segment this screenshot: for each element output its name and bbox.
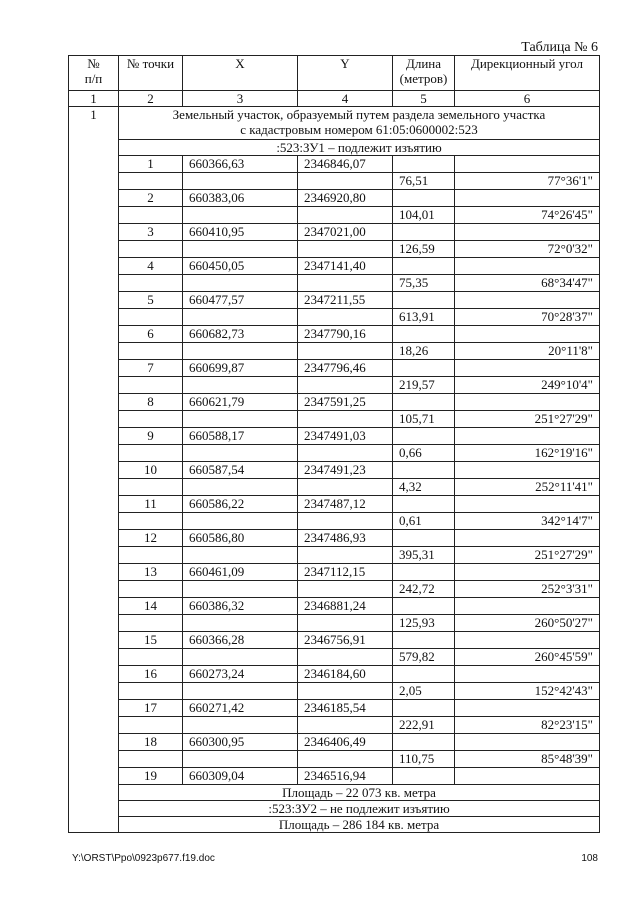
segment-row [69, 343, 600, 360]
empty-cell [455, 496, 600, 513]
point-number: 17 [119, 700, 183, 717]
point-number: 10 [119, 462, 183, 479]
point-x: 660410,95 [183, 224, 298, 241]
segment-length: 613,91 [393, 309, 455, 326]
empty-cell [393, 530, 455, 547]
segment-row [69, 615, 600, 632]
point-number: 11 [119, 496, 183, 513]
empty-cell [183, 309, 298, 326]
header-angle: Дирекционный угол [455, 56, 600, 91]
point-number: 8 [119, 394, 183, 411]
page-number: 108 [581, 853, 598, 864]
summary-row [69, 817, 600, 833]
empty-cell [298, 581, 393, 598]
empty-cell [393, 598, 455, 615]
section-title: Земельный участок, образуемый путем раздела земельного участка с кадастровым номером 61:05:0600002:523 [119, 107, 600, 140]
empty-cell [393, 360, 455, 377]
header-num: № п/п [69, 56, 119, 91]
segment-length: 0,66 [393, 445, 455, 462]
empty-cell [455, 428, 600, 445]
empty-cell [298, 309, 393, 326]
empty-cell [393, 190, 455, 207]
subsection-title: :523:ЗУ1 – подлежит изъятию [119, 140, 600, 156]
empty-cell [298, 173, 393, 190]
segment-row [69, 717, 600, 734]
empty-cell [298, 275, 393, 292]
summary-row [69, 801, 600, 817]
segment-row [69, 751, 600, 768]
point-y: 2346185,54 [298, 700, 393, 717]
file-path: Y:\ORST\Ppo\0923p677.f19.doc [72, 853, 215, 864]
point-x: 660588,17 [183, 428, 298, 445]
point-y: 2346881,24 [298, 598, 393, 615]
point-y: 2347790,16 [298, 326, 393, 343]
segment-length: 242,72 [393, 581, 455, 598]
header-x: X [183, 56, 298, 91]
segment-row [69, 173, 600, 190]
segment-length: 110,75 [393, 751, 455, 768]
segment-row [69, 547, 600, 564]
segment-length: 75,35 [393, 275, 455, 292]
empty-cell [393, 156, 455, 173]
segment-row [69, 581, 600, 598]
point-x: 660682,73 [183, 326, 298, 343]
point-row [69, 224, 600, 241]
segment-angle: 20°11'8" [455, 343, 600, 360]
empty-cell [298, 411, 393, 428]
empty-cell [393, 428, 455, 445]
segment-length: 18,26 [393, 343, 455, 360]
empty-cell [119, 445, 183, 462]
point-y: 2347486,93 [298, 530, 393, 547]
point-x: 660699,87 [183, 360, 298, 377]
column-number: 3 [183, 91, 298, 107]
empty-cell [298, 241, 393, 258]
segment-row [69, 513, 600, 530]
empty-cell [393, 632, 455, 649]
area-zu2: Площадь – 286 184 кв. метра [119, 817, 600, 833]
point-y: 2347491,03 [298, 428, 393, 445]
empty-cell [119, 377, 183, 394]
empty-cell [183, 377, 298, 394]
point-row [69, 326, 600, 343]
segment-angle: 260°50'27" [455, 615, 600, 632]
point-number: 16 [119, 666, 183, 683]
empty-cell [393, 326, 455, 343]
empty-cell [298, 717, 393, 734]
point-row [69, 768, 600, 785]
empty-cell [119, 411, 183, 428]
header-length: Длина (метров) [393, 56, 455, 91]
empty-cell [119, 173, 183, 190]
segment-row [69, 649, 600, 666]
empty-cell [119, 717, 183, 734]
point-number: 4 [119, 258, 183, 275]
subsection-zu2: :523:ЗУ2 – не подлежит изъятию [119, 801, 600, 817]
point-x: 660586,22 [183, 496, 298, 513]
empty-cell [393, 394, 455, 411]
summary-row [69, 785, 600, 801]
point-y: 2346846,07 [298, 156, 393, 173]
point-row [69, 258, 600, 275]
segment-length: 125,93 [393, 615, 455, 632]
point-x: 660386,32 [183, 598, 298, 615]
segment-length: 76,51 [393, 173, 455, 190]
empty-cell [393, 666, 455, 683]
column-number: 6 [455, 91, 600, 107]
segment-angle: 251°27'29" [455, 411, 600, 428]
point-row [69, 632, 600, 649]
point-number: 3 [119, 224, 183, 241]
segment-row [69, 241, 600, 258]
segment-angle: 77°36'1" [455, 173, 600, 190]
point-number: 1 [119, 156, 183, 173]
empty-cell [183, 173, 298, 190]
point-x: 660309,04 [183, 768, 298, 785]
segment-angle: 252°3'31" [455, 581, 600, 598]
segment-length: 579,82 [393, 649, 455, 666]
empty-cell [455, 156, 600, 173]
point-x: 660587,54 [183, 462, 298, 479]
point-row [69, 564, 600, 581]
empty-cell [455, 326, 600, 343]
empty-cell [183, 751, 298, 768]
empty-cell [393, 734, 455, 751]
header-y: Y [298, 56, 393, 91]
point-y: 2347141,40 [298, 258, 393, 275]
empty-cell [119, 683, 183, 700]
empty-cell [298, 751, 393, 768]
empty-cell [298, 513, 393, 530]
empty-cell [183, 411, 298, 428]
empty-cell [298, 547, 393, 564]
empty-cell [119, 309, 183, 326]
column-number: 2 [119, 91, 183, 107]
column-number: 5 [393, 91, 455, 107]
empty-cell [393, 700, 455, 717]
segment-angle: 72°0'32" [455, 241, 600, 258]
empty-cell [183, 479, 298, 496]
segment-row [69, 309, 600, 326]
point-row [69, 394, 600, 411]
coordinates-table [68, 55, 600, 833]
segment-length: 104,01 [393, 207, 455, 224]
point-y: 2347487,12 [298, 496, 393, 513]
empty-cell [455, 530, 600, 547]
empty-cell [298, 343, 393, 360]
point-number: 18 [119, 734, 183, 751]
empty-cell [455, 360, 600, 377]
table-caption: Таблица № 6 [521, 40, 598, 55]
point-x: 660300,95 [183, 734, 298, 751]
empty-cell [183, 241, 298, 258]
empty-cell [183, 717, 298, 734]
empty-cell [183, 207, 298, 224]
segment-angle: 162°19'16" [455, 445, 600, 462]
empty-cell [455, 666, 600, 683]
point-y: 2346920,80 [298, 190, 393, 207]
point-row [69, 666, 600, 683]
segment-length: 0,61 [393, 513, 455, 530]
point-y: 2347796,46 [298, 360, 393, 377]
segment-angle: 249°10'4" [455, 377, 600, 394]
empty-cell [455, 598, 600, 615]
point-row [69, 190, 600, 207]
segment-length: 219,57 [393, 377, 455, 394]
segment-angle: 68°34'47" [455, 275, 600, 292]
segment-angle: 342°14'7" [455, 513, 600, 530]
empty-cell [119, 513, 183, 530]
point-row [69, 156, 600, 173]
row-index: 1 [69, 107, 119, 833]
point-x: 660271,42 [183, 700, 298, 717]
point-row [69, 462, 600, 479]
empty-cell [393, 496, 455, 513]
empty-cell [393, 768, 455, 785]
segment-angle: 260°45'59" [455, 649, 600, 666]
point-number: 9 [119, 428, 183, 445]
point-row [69, 700, 600, 717]
empty-cell [119, 751, 183, 768]
empty-cell [298, 683, 393, 700]
empty-cell [298, 615, 393, 632]
empty-cell [119, 581, 183, 598]
point-x: 660621,79 [183, 394, 298, 411]
point-x: 660477,57 [183, 292, 298, 309]
empty-cell [393, 292, 455, 309]
point-number: 19 [119, 768, 183, 785]
point-x: 660461,09 [183, 564, 298, 581]
point-number: 2 [119, 190, 183, 207]
segment-row [69, 683, 600, 700]
point-row [69, 530, 600, 547]
empty-cell [455, 768, 600, 785]
column-number-row [69, 91, 600, 107]
empty-cell [183, 547, 298, 564]
column-number: 4 [298, 91, 393, 107]
empty-cell [183, 615, 298, 632]
empty-cell [455, 258, 600, 275]
subsection-row [69, 140, 600, 156]
empty-cell [455, 462, 600, 479]
segment-length: 2,05 [393, 683, 455, 700]
empty-cell [183, 445, 298, 462]
point-y: 2347211,55 [298, 292, 393, 309]
point-row [69, 428, 600, 445]
segment-angle: 251°27'29" [455, 547, 600, 564]
point-y: 2346756,91 [298, 632, 393, 649]
empty-cell [298, 207, 393, 224]
segment-length: 395,31 [393, 547, 455, 564]
empty-cell [455, 700, 600, 717]
empty-cell [119, 649, 183, 666]
point-number: 12 [119, 530, 183, 547]
empty-cell [298, 445, 393, 462]
empty-cell [455, 224, 600, 241]
area-zu1: Площадь – 22 073 кв. метра [119, 785, 600, 801]
segment-angle: 70°28'37" [455, 309, 600, 326]
segment-row [69, 411, 600, 428]
empty-cell [393, 224, 455, 241]
empty-cell [393, 462, 455, 479]
point-row [69, 496, 600, 513]
point-number: 15 [119, 632, 183, 649]
empty-cell [183, 683, 298, 700]
point-x: 660366,28 [183, 632, 298, 649]
empty-cell [455, 632, 600, 649]
point-y: 2347112,15 [298, 564, 393, 581]
point-number: 6 [119, 326, 183, 343]
empty-cell [119, 343, 183, 360]
segment-angle: 252°11'41" [455, 479, 600, 496]
empty-cell [455, 190, 600, 207]
segment-angle: 85°48'39" [455, 751, 600, 768]
point-y: 2347491,23 [298, 462, 393, 479]
segment-row [69, 275, 600, 292]
segment-row [69, 445, 600, 462]
segment-length: 4,32 [393, 479, 455, 496]
point-y: 2346516,94 [298, 768, 393, 785]
segment-row [69, 479, 600, 496]
point-y: 2347021,00 [298, 224, 393, 241]
section-title-row [69, 107, 600, 140]
empty-cell [298, 649, 393, 666]
point-x: 660450,05 [183, 258, 298, 275]
point-number: 14 [119, 598, 183, 615]
empty-cell [455, 564, 600, 581]
column-number: 1 [69, 91, 119, 107]
point-x: 660383,06 [183, 190, 298, 207]
point-number: 5 [119, 292, 183, 309]
empty-cell [183, 649, 298, 666]
empty-cell [393, 258, 455, 275]
header-row [69, 56, 600, 91]
segment-angle: 152°42'43" [455, 683, 600, 700]
point-row [69, 734, 600, 751]
empty-cell [455, 394, 600, 411]
segment-length: 222,91 [393, 717, 455, 734]
point-x: 660366,63 [183, 156, 298, 173]
point-x: 660273,24 [183, 666, 298, 683]
point-row [69, 292, 600, 309]
empty-cell [119, 241, 183, 258]
empty-cell [183, 343, 298, 360]
empty-cell [455, 734, 600, 751]
empty-cell [183, 275, 298, 292]
point-y: 2347591,25 [298, 394, 393, 411]
point-x: 660586,80 [183, 530, 298, 547]
empty-cell [393, 564, 455, 581]
segment-row [69, 207, 600, 224]
empty-cell [298, 479, 393, 496]
point-row [69, 360, 600, 377]
empty-cell [455, 292, 600, 309]
empty-cell [119, 207, 183, 224]
empty-cell [119, 615, 183, 632]
segment-row [69, 377, 600, 394]
empty-cell [183, 513, 298, 530]
point-y: 2346406,49 [298, 734, 393, 751]
empty-cell [119, 479, 183, 496]
segment-angle: 82°23'15" [455, 717, 600, 734]
point-row [69, 598, 600, 615]
empty-cell [119, 275, 183, 292]
empty-cell [298, 377, 393, 394]
empty-cell [119, 547, 183, 564]
segment-length: 105,71 [393, 411, 455, 428]
segment-length: 126,59 [393, 241, 455, 258]
header-point: № точки [119, 56, 183, 91]
segment-angle: 74°26'45" [455, 207, 600, 224]
empty-cell [183, 581, 298, 598]
point-number: 7 [119, 360, 183, 377]
point-y: 2346184,60 [298, 666, 393, 683]
point-number: 13 [119, 564, 183, 581]
